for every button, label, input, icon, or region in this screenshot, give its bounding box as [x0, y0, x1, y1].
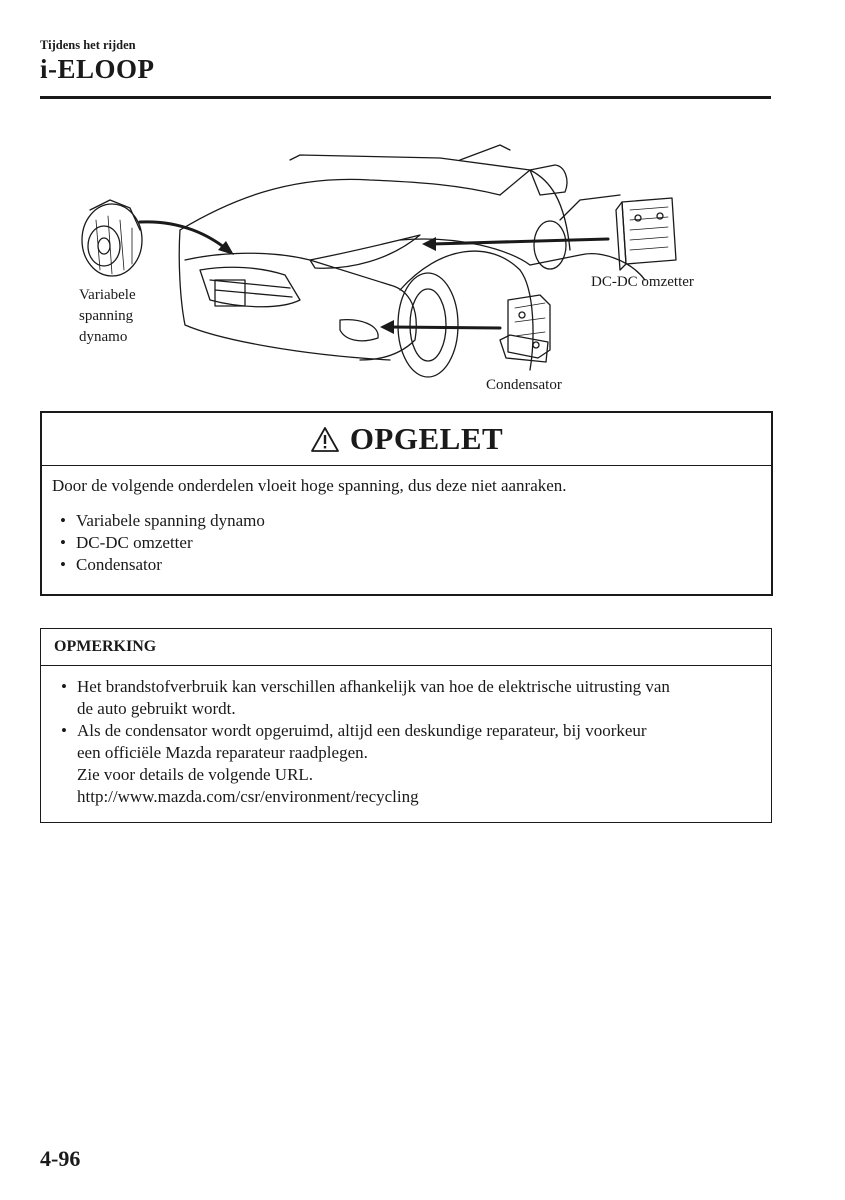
capacitor-illustration: [500, 295, 550, 362]
label-capacitor: Condensator: [486, 377, 562, 393]
note-title: OPMERKING: [41, 629, 771, 666]
section-label: Tijdens het rijden: [40, 38, 136, 52]
label-dcdc-converter: DC-DC omzetter: [591, 274, 694, 290]
note-list: [53, 676, 759, 808]
i-eloop-figure: [60, 140, 740, 405]
caution-header: [42, 413, 771, 466]
note-box: [40, 628, 772, 823]
arrow-dynamo: [140, 222, 230, 252]
page-title: i-ELOOP: [40, 54, 155, 84]
title-divider: [40, 96, 771, 99]
caution-intro: Door de volgende onderdelen vloeit hoge spanning, dus deze niet aanraken.: [52, 476, 567, 495]
dynamo-illustration: [82, 200, 142, 276]
caution-item: • DC-DC omzetter: [60, 533, 193, 552]
caution-item: • Variabele spanning dynamo: [60, 511, 265, 530]
note-item: • Het brandstofverbruik kan verschillen afhankelijk van hoe de elektrische uitrusting van de auto gebruikt wordt.: [61, 677, 670, 718]
pointer-arrows: [140, 222, 608, 328]
label-dynamo: Variabele spanning dynamo: [79, 287, 136, 345]
recycling-url: http://www.mazda.com/csr/environment/recycling: [77, 787, 419, 806]
caution-box: [40, 411, 773, 596]
warning-triangle-icon: [310, 426, 340, 453]
caution-item: • Condensator: [60, 555, 162, 574]
note-body: [41, 666, 771, 808]
car-body-drawing: [179, 145, 645, 377]
caution-title: OPGELET: [349, 421, 504, 456]
caution-body: [42, 466, 771, 576]
note-item: • Als de condensator wordt opgeruimd, altijd een deskundige reparateur, bij voorkeur een officiële Mazda reparateur raadplegen. Zie voor details de volgende URL. http://www.mazda.com/csr/environment/recycling: [53, 720, 759, 808]
arrow-capacitor: [390, 327, 500, 328]
page-number: 4-96: [40, 1146, 81, 1171]
caution-list: [52, 510, 761, 576]
dcdc-converter-illustration: [616, 198, 676, 270]
